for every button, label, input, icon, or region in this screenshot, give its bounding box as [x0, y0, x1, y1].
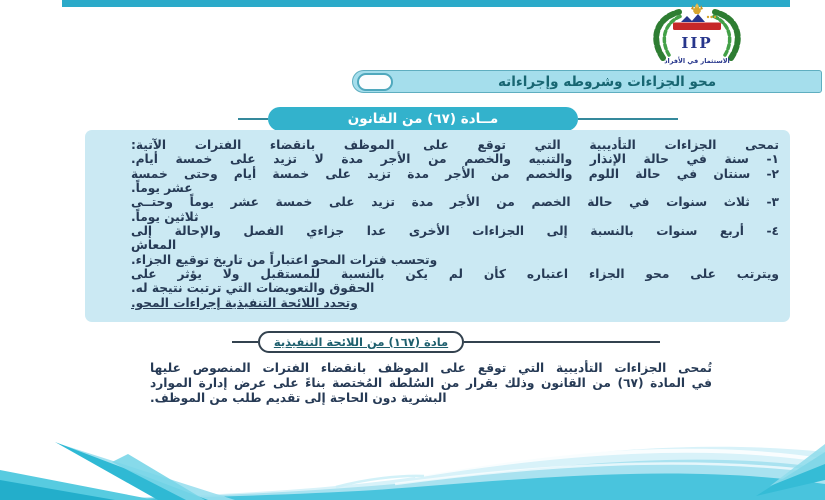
logo-acronym: IIP	[681, 34, 713, 52]
mountains-icon	[681, 14, 716, 22]
page-title: محو الجزاءات وشروطه وإجراءاته	[497, 73, 717, 90]
law-text-line: ثلاثين يوماً.	[131, 209, 199, 224]
eagle-icon	[691, 3, 703, 14]
law-text-content	[131, 138, 779, 310]
law-text-line: عشر يوماً.	[131, 181, 193, 196]
article-167-badge	[258, 331, 464, 353]
regulation-text-line: البشرية دون الحاجة إلى تقديم طلب من الموظف.	[150, 391, 447, 405]
page-title-banner	[352, 70, 822, 93]
law-text-line: ١- سنة في حالة الإنذار والتنبيه والخصم من الأجر مدة لا تزيد على خمسة أيام.	[131, 152, 779, 167]
article-167-badge-label: مادة (١٦٧) من اللائحة التنفيذية	[273, 335, 449, 349]
article-67-badge-label: مــادة (٦٧) من القانون	[347, 111, 499, 127]
badge-connector-line	[238, 118, 268, 120]
law-text-box	[85, 130, 790, 322]
badge-connector-line	[232, 341, 258, 343]
law-text-line: ويترتب على محو الجزاء اعتباره كأن لم يكن بالنسبة للمستقبل ولا يؤثر على	[131, 267, 779, 282]
badge-connector-line	[578, 118, 678, 120]
logo-tagline: الاستثمار في الأفراد	[664, 57, 730, 65]
article-67-badge	[268, 107, 578, 131]
wreath-emblem-icon	[633, 2, 761, 66]
law-text-line: الحقوق والتعويضات التي ترتبت نتيجة له.	[131, 281, 375, 296]
waves-graphic	[0, 422, 825, 500]
regulation-paragraph	[150, 361, 712, 406]
law-text-line: المعاش	[131, 238, 177, 253]
law-text-line: ٣- ثلاث سنوات في حالة الخصم من الأجر مدة تزيد على خمسة عشر يوماً وحتــى	[131, 195, 779, 210]
law-text-line: وتحسب فترات المحو اعتباراً من تاريخ توقيع الجزاء.	[131, 252, 438, 267]
banner-cap-decoration	[357, 73, 393, 91]
red-band	[673, 23, 721, 31]
law-text-line-underlined: وتحدد اللائحة التنفيذية إجراءات المحو.	[131, 295, 358, 310]
law-text-line: ٢- سنتان في حالة اللوم والخصم من الأجر مدة تزيد على خمسة أيام وحتى خمسة	[131, 166, 779, 181]
law-text-line: تمحى الجزاءات التأديبية التي توقع على الموظف بانقضاء الفترات الآتية:	[131, 138, 779, 152]
regulation-text-line: في المادة (٦٧) من القانون وذلك بقرار من السُلطة المُختصة بناءً على عرض إدارة الموارد	[150, 376, 712, 390]
regulation-text-line: تُمحى الجزاءات التأديبية التي توقع على الموظف بانقضاء الفترات المنصوص عليها	[150, 361, 712, 375]
law-text-line: ٤- أربع سنوات بالنسبة إلى الجزاءات الأخرى عدا جزاءي الفصل والإحالة إلى	[131, 224, 779, 239]
badge-connector-line	[464, 341, 660, 343]
org-logo	[633, 2, 761, 66]
